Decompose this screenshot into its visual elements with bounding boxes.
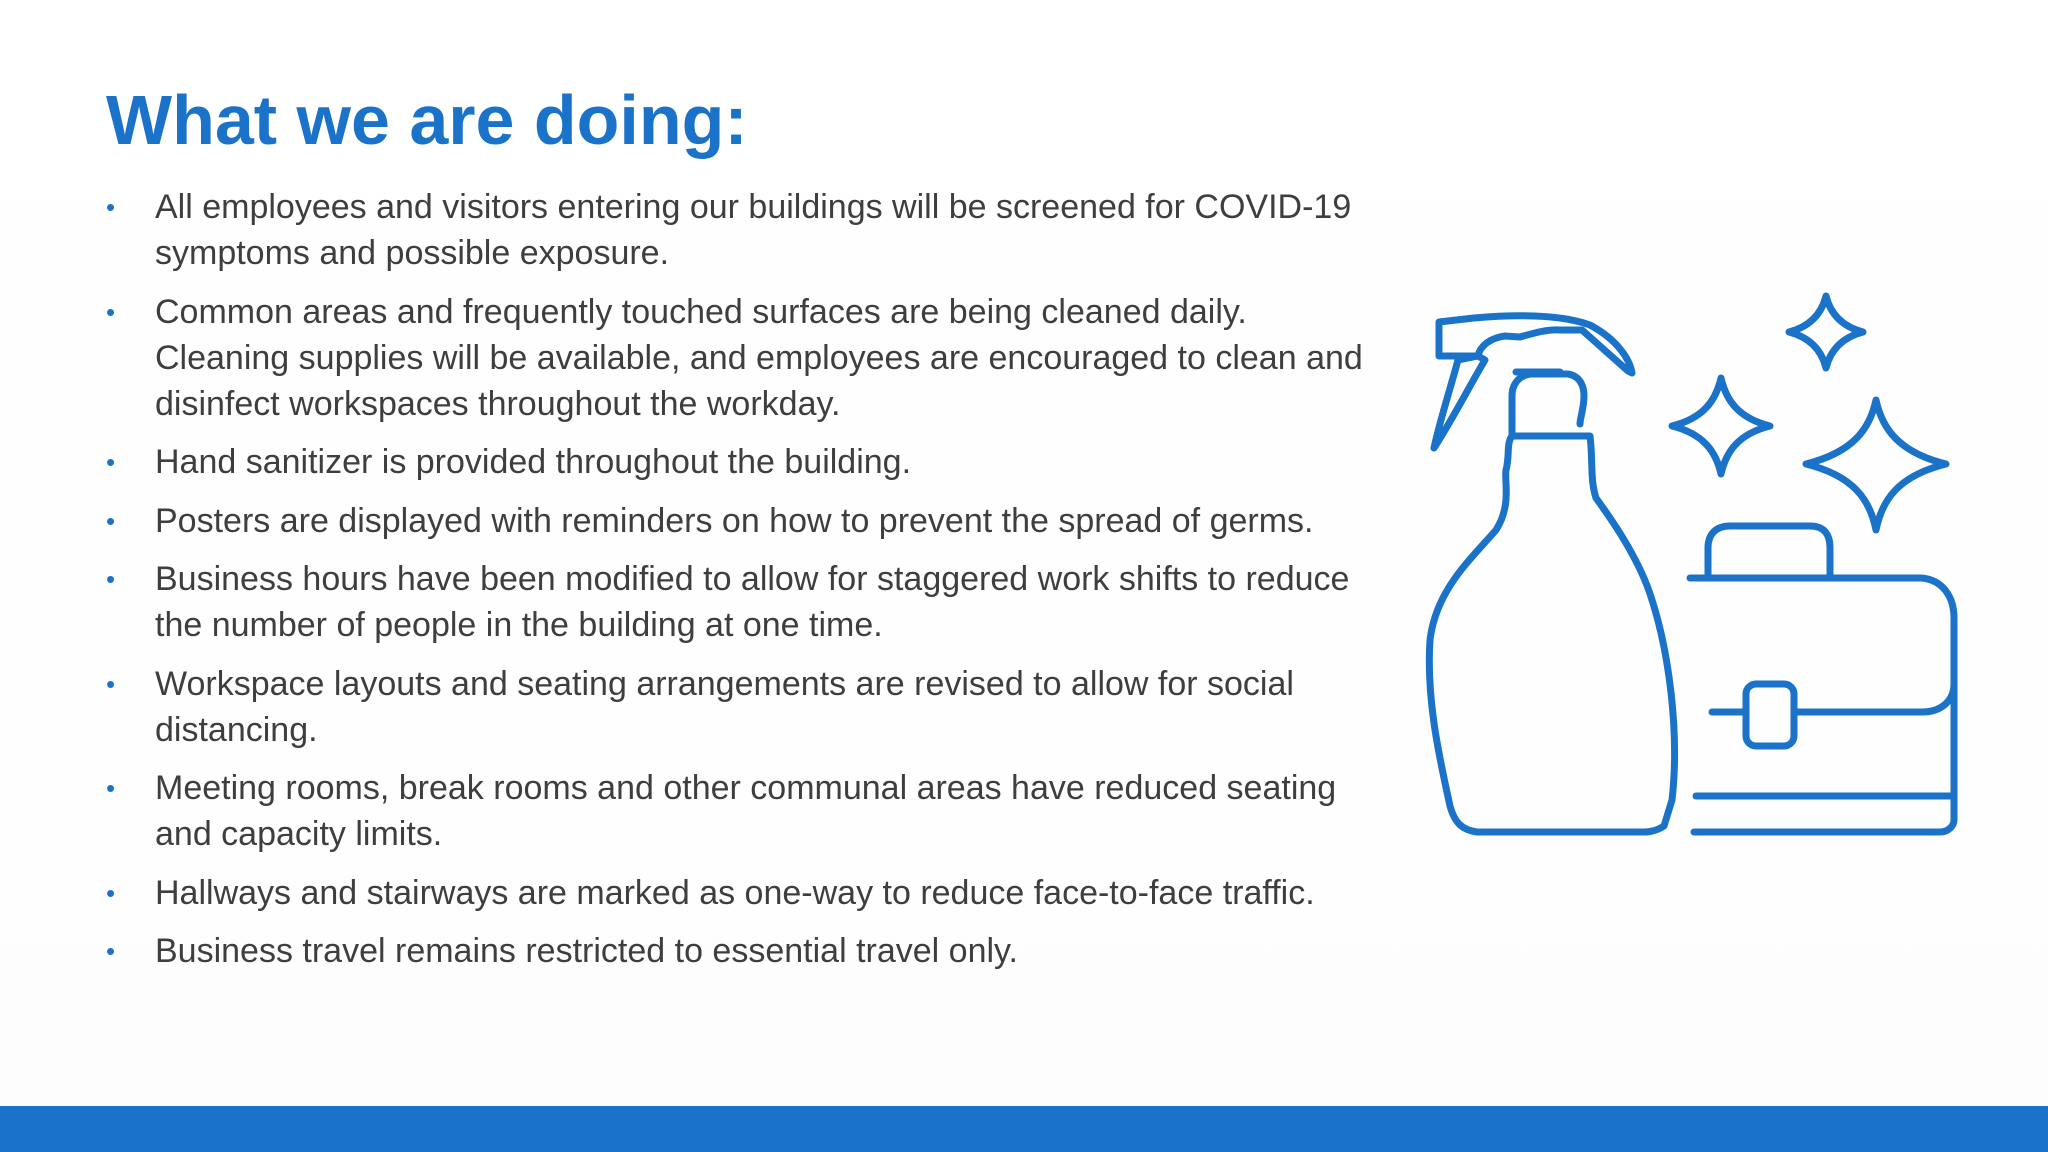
list-item (106, 661, 1376, 753)
list-item (106, 765, 1376, 857)
bullet-dot: • (106, 505, 116, 536)
spray-bottle-icon (1429, 316, 1674, 832)
bullet-text: Business travel remains restricted to essential travel only. (155, 932, 1018, 970)
list-item (106, 556, 1376, 648)
list-item (106, 289, 1376, 427)
bullet-text: All employees and visitors entering our buildings will be screened for COVID-19 symptoms and possible exposure. (155, 188, 1352, 272)
list-item (106, 928, 1376, 974)
footer-bar (0, 1106, 2048, 1152)
bullet-dot: • (106, 773, 116, 803)
bullet-dot: • (106, 668, 116, 699)
bullet-dot: • (106, 877, 116, 908)
bullet-text: Posters are displayed with reminders on how to prevent the spread of germs. (155, 501, 1314, 540)
bullet-list (106, 184, 1376, 987)
list-item (106, 498, 1376, 544)
bullet-text: Common areas and frequently touched surfaces are being cleaned daily. Cleaning supplies will be available, and employees are encouraged to clean and disinfect workspaces throughout the workday. (155, 292, 1363, 423)
slide-title: What we are doing: (106, 81, 748, 159)
list-item (106, 439, 1376, 485)
cleaning-supplies-illustration (1420, 280, 1980, 850)
bullet-dot: • (106, 296, 116, 327)
bullet-text: Business hours have been modified to allow for staggered work shifts to reduce the number of people in the building at one time. (155, 560, 1350, 644)
bullet-dot: • (106, 192, 116, 222)
bullet-dot: • (106, 936, 116, 966)
list-item (106, 184, 1376, 276)
list-item (106, 870, 1376, 916)
bullet-text: Hallways and stairways are marked as one-way to reduce face-to-face traffic. (155, 873, 1315, 912)
bullet-text: Workspace layouts and seating arrangements are revised to allow for social distancing. (155, 664, 1294, 749)
bullet-text: Hand sanitizer is provided throughout the building. (155, 443, 912, 481)
bullet-dot: • (106, 447, 116, 477)
toolbox-icon (1690, 526, 1954, 832)
bullet-text: Meeting rooms, break rooms and other communal areas have reduced seating and capacity limits. (155, 769, 1337, 853)
sparkle-icon (1672, 296, 1946, 530)
bullet-dot: • (106, 564, 116, 594)
